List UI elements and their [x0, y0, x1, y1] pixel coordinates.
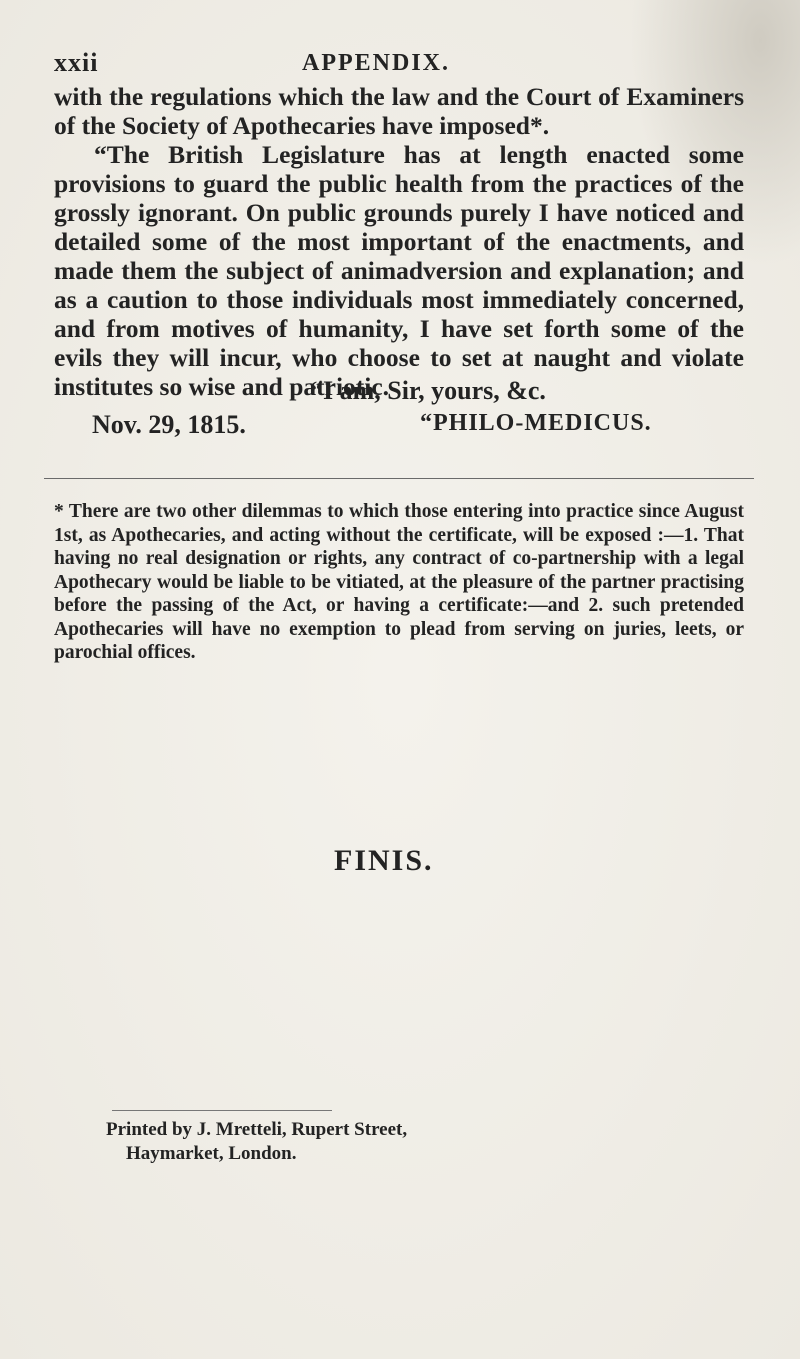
imprint-line-2: Haymarket, London. — [126, 1143, 297, 1164]
running-head: APPENDIX. — [302, 50, 450, 76]
footnote-divider — [44, 478, 754, 479]
salutation: “I am, Sir, yours, &c. — [310, 376, 546, 405]
page-number: xxii — [54, 48, 99, 77]
paragraph-2: “The British Legislature has at length enacted some provisions to guard the public health from the practices of the grossly ignorant. On public grounds purely I have noticed and detailed some of the most important of the enactments, and made them the subject of animadversion and explanation; and as a caution to those individuals most immediately concerned, and from motives of humanity, I have set forth some of the evils they will incur, who choose to set at naught and violate institutes so wise and patriotic. — [54, 140, 744, 401]
letter-date: Nov. 29, 1815. — [92, 410, 246, 439]
main-text — [54, 82, 744, 401]
printer-imprint — [106, 1118, 506, 1166]
signature: “PHILO-MEDICUS. — [420, 410, 652, 436]
paragraph-1: with the regulations which the law and the Court of Examiners of the Society of Apothecaries have imposed*. — [54, 82, 744, 140]
finis: FINIS. — [334, 844, 434, 877]
letter-closing — [54, 376, 754, 446]
imprint-line-1: Printed by J. Mretteli, Rupert Street, — [106, 1119, 408, 1140]
imprint-divider — [112, 1110, 332, 1111]
footnote: * There are two other dilemmas to which those entering into practice since August 1st, as Apothecaries, and acting without the certificate, will be exposed :—1. That having no real designation or rights, any contract of co-partnership with a legal Apothecary would be liable to be vitiated, at the pleasure of the partner practising before the passing of the Act, or having a certificate:—and 2. such pretended Apothecaries will have no exemption to plead from serving on juries, leets, or parochial offices. — [54, 501, 744, 663]
